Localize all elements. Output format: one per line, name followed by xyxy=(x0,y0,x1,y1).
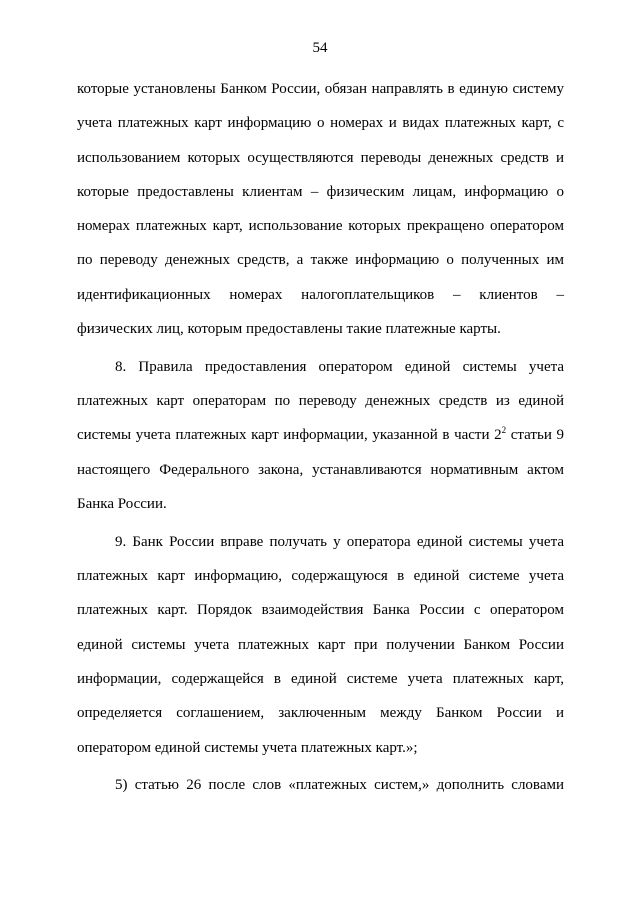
text-line: использованием которых осуществляются переводы денежных средств и xyxy=(77,149,564,166)
text-line: которые предоставлены клиентам – физическим лицам, информацию о xyxy=(77,183,564,200)
text-line: по переводу денежных средств, а также информацию о полученных им xyxy=(77,252,564,269)
page-number: 54 xyxy=(312,40,328,56)
text-line: единой системы учета платежных карт при получении Банком России xyxy=(77,636,564,653)
text-line: которые установлены Банком России, обязан направлять в единую систему xyxy=(77,81,564,97)
text-line: платежных карт. Порядок взаимодействия Банка России с оператором xyxy=(77,602,564,619)
superscript: 2 xyxy=(501,425,507,436)
text-line: 9. Банк России вправе получать у оператора единой системы учета xyxy=(115,533,564,550)
text-line: платежных карт операторам по переводу денежных средств из единой xyxy=(77,393,564,410)
paragraph-continuation xyxy=(77,72,564,346)
text-line: 5) статью 26 после слов «платежных систем,» дополнить словами xyxy=(115,777,564,794)
text-line: идентификационных номерах налогоплательщиков – клиентов – xyxy=(77,286,564,303)
text-segment: системы учета платежных карт информации, указанной в части 2 xyxy=(77,427,502,444)
text-line: номерах платежных карт, использование которых прекращено оператором xyxy=(77,218,564,235)
text-line: 8. Правила предоставления оператором единой системы учета xyxy=(115,358,564,375)
text-line: настоящего Федерального закона, устанавливаются нормативным актом xyxy=(77,461,564,478)
document-body xyxy=(77,72,564,803)
text-line-with-superscript xyxy=(77,418,564,452)
text-line: платежных карт информацию, содержащуюся в единой системе учета xyxy=(77,568,564,585)
paragraph-item-8 xyxy=(77,350,564,521)
text-line: информации, содержащейся в единой системе учета платежных карт, xyxy=(77,671,564,688)
text-segment: статьи 9 xyxy=(506,427,564,444)
text-line: определяется соглашением, заключенным между Банком России и xyxy=(77,705,564,722)
text-line: Банка России. xyxy=(77,496,167,513)
paragraph-item-9 xyxy=(77,525,564,765)
paragraph-amendment-5 xyxy=(77,768,564,802)
text-line: оператором единой системы учета платежных карт.»; xyxy=(77,739,418,756)
text-line: учета платежных карт информацию о номерах и видах платежных карт, с xyxy=(77,115,564,132)
text-line: физических лиц, которым предоставлены такие платежные карты. xyxy=(77,321,501,338)
